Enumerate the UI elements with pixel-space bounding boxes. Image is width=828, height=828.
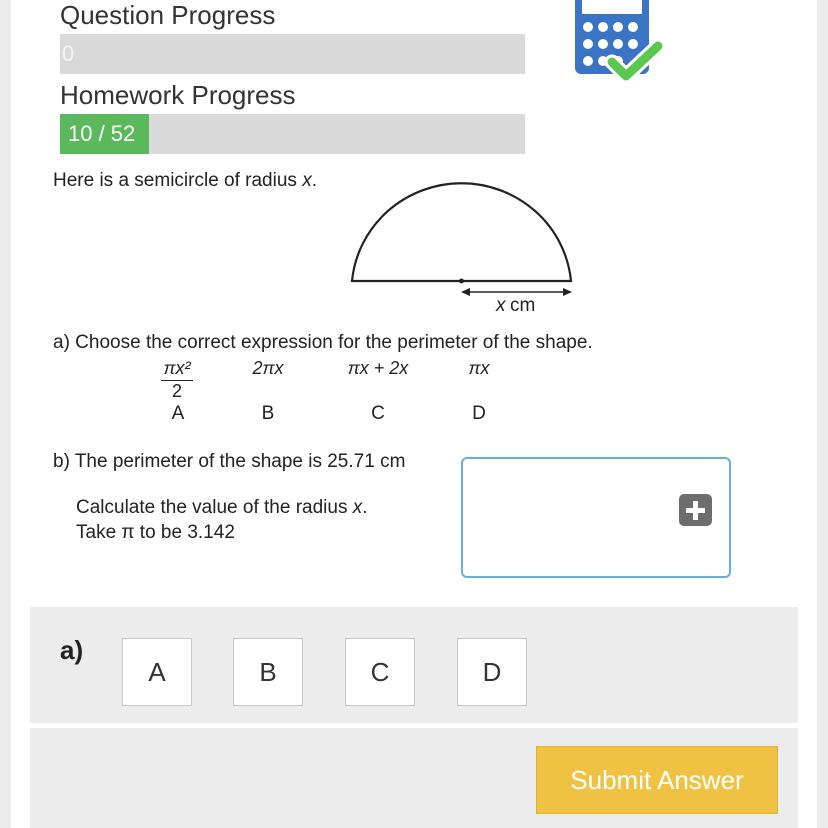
choice-button-a[interactable]: A xyxy=(122,638,192,706)
homework-progress-bar xyxy=(60,114,525,154)
part-b-variable: x xyxy=(352,497,363,518)
arrow-head-left xyxy=(461,288,470,296)
center-point xyxy=(459,279,464,284)
semicircle-diagram xyxy=(340,165,590,320)
arrow-head-right xyxy=(563,288,572,296)
question-progress-label: Question Progress xyxy=(60,0,276,30)
choice-button-b[interactable]: B xyxy=(233,638,303,706)
homework-progress-value: 10 / 52 xyxy=(68,121,136,146)
homework-progress-label: Homework Progress xyxy=(60,80,296,110)
option-c-expression: πx + 2x xyxy=(347,358,409,378)
part-b-pi-note: Take π to be 3.142 xyxy=(76,522,235,543)
question-progress-bar xyxy=(60,34,525,74)
intro-text: Here is a semicircle of radius xyxy=(53,170,303,191)
submit-panel xyxy=(30,728,798,828)
left-frame xyxy=(0,0,11,828)
part-b-suffix: . xyxy=(362,497,368,518)
option-c-letter: C xyxy=(371,403,385,424)
option-b-expression: 2πx xyxy=(252,358,284,378)
plus-icon[interactable] xyxy=(679,494,712,526)
radius-label-unit: cm xyxy=(510,295,536,316)
part-b-answer-field[interactable] xyxy=(461,457,731,578)
choice-button-c[interactable]: C xyxy=(345,638,415,706)
option-d-expression: πx xyxy=(468,358,490,378)
radius-label-var: x xyxy=(496,295,506,316)
part-b-prompt: b) The perimeter of the shape is 25.71 cm xyxy=(53,451,406,472)
part-b-instruction xyxy=(76,497,368,519)
answer-choice-panel xyxy=(30,607,798,723)
part-a-prompt: a) Choose the correct expression for the perimeter of the shape. xyxy=(53,332,593,353)
option-d-letter: D xyxy=(472,403,486,424)
choice-button-d[interactable]: D xyxy=(457,638,527,706)
intro-variable: x xyxy=(302,170,312,191)
option-a-denominator: 2 xyxy=(171,381,182,401)
question-intro xyxy=(53,170,317,192)
option-a-letter: A xyxy=(171,403,185,424)
calculator-allowed-icon xyxy=(572,0,664,88)
right-frame xyxy=(817,0,828,828)
part-b-instruction-text: Calculate the value of the radius xyxy=(76,497,353,518)
semicircle-shape xyxy=(352,183,571,281)
option-a-numerator: πx² xyxy=(161,358,192,381)
option-b-letter: B xyxy=(261,403,275,424)
option-a-expression xyxy=(147,358,207,402)
intro-suffix: . xyxy=(311,170,317,191)
question-progress-value: 0 xyxy=(62,41,75,66)
answer-part-label: a) xyxy=(60,635,84,665)
submit-answer-button[interactable]: Submit Answer xyxy=(536,746,778,814)
